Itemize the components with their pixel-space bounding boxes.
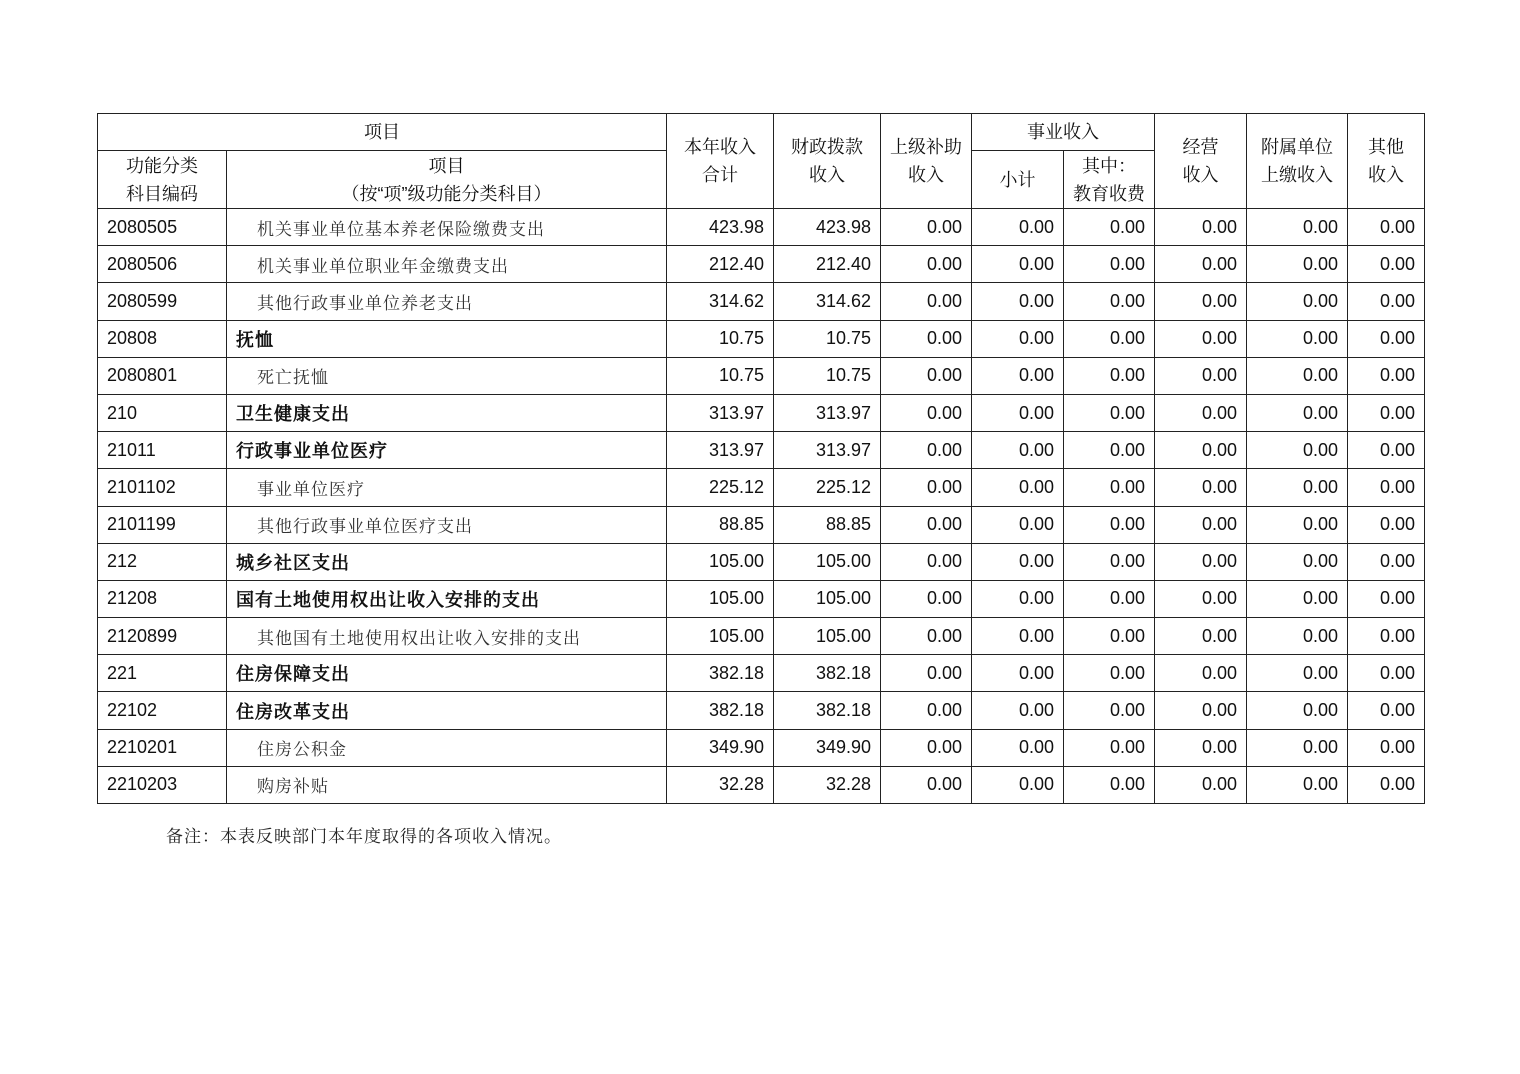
table-row [98,320,1425,357]
income-table [97,113,1425,804]
row-code: 2080505 [98,209,227,246]
row-value: 0.00 [1247,766,1348,803]
row-name: 住房公积金 [227,729,667,766]
row-value: 0.00 [1348,729,1425,766]
row-code: 2210203 [98,766,227,803]
row-value: 10.75 [774,320,881,357]
row-value: 0.00 [972,246,1064,283]
table-row [98,394,1425,431]
row-value: 0.00 [1247,432,1348,469]
row-value: 225.12 [667,469,774,506]
header-affiliated: 附属单位 上缴收入 [1247,114,1348,209]
row-value: 0.00 [881,320,972,357]
table-row [98,209,1425,246]
row-code: 20808 [98,320,227,357]
row-value: 105.00 [774,580,881,617]
table-row [98,543,1425,580]
row-value: 349.90 [667,729,774,766]
row-value: 0.00 [1155,469,1247,506]
row-value: 0.00 [1348,766,1425,803]
row-value: 0.00 [972,580,1064,617]
row-value: 0.00 [1064,506,1155,543]
row-value: 212.40 [667,246,774,283]
header-project: 项目 [98,114,667,151]
row-value: 0.00 [1155,543,1247,580]
row-value: 0.00 [1155,618,1247,655]
header-upper-subsidy: 上级补助 收入 [881,114,972,209]
row-name: 其他行政事业单位医疗支出 [227,506,667,543]
row-value: 0.00 [1247,580,1348,617]
row-value: 105.00 [774,618,881,655]
table-row [98,357,1425,394]
row-value: 0.00 [1247,209,1348,246]
row-value: 0.00 [972,655,1064,692]
row-name: 事业单位医疗 [227,469,667,506]
row-code: 21011 [98,432,227,469]
row-value: 0.00 [881,692,972,729]
table-row [98,729,1425,766]
row-value: 0.00 [1064,580,1155,617]
row-code: 210 [98,394,227,431]
header-operating: 经营 收入 [1155,114,1247,209]
row-value: 0.00 [881,506,972,543]
row-value: 0.00 [1348,469,1425,506]
row-value: 0.00 [972,729,1064,766]
row-value: 0.00 [972,692,1064,729]
row-value: 0.00 [881,729,972,766]
row-value: 0.00 [972,618,1064,655]
row-value: 0.00 [881,246,972,283]
row-value: 0.00 [1348,246,1425,283]
row-value: 0.00 [881,283,972,320]
row-code: 2080599 [98,283,227,320]
row-value: 349.90 [774,729,881,766]
row-value: 0.00 [1348,283,1425,320]
row-value: 0.00 [1348,320,1425,357]
row-value: 0.00 [1155,766,1247,803]
row-value: 0.00 [1247,394,1348,431]
table-row [98,692,1425,729]
row-value: 0.00 [1247,469,1348,506]
table-note: 备注：本表反映部门本年度取得的各项收入情况。 [166,827,562,847]
row-name: 其他行政事业单位养老支出 [227,283,667,320]
table-row [98,766,1425,803]
row-value: 88.85 [774,506,881,543]
row-code: 2210201 [98,729,227,766]
row-value: 313.97 [667,432,774,469]
row-value: 0.00 [1064,655,1155,692]
row-name: 住房保障支出 [227,655,667,692]
row-value: 0.00 [1155,580,1247,617]
row-name: 城乡社区支出 [227,543,667,580]
row-value: 0.00 [881,618,972,655]
row-code: 212 [98,543,227,580]
row-value: 105.00 [774,543,881,580]
header-subtotal: 小计 [972,151,1064,209]
row-value: 0.00 [1155,246,1247,283]
row-name: 机关事业单位职业年金缴费支出 [227,246,667,283]
row-value: 0.00 [1155,283,1247,320]
row-value: 0.00 [972,320,1064,357]
row-code: 2101199 [98,506,227,543]
row-code: 221 [98,655,227,692]
row-value: 0.00 [972,766,1064,803]
row-value: 0.00 [1348,506,1425,543]
row-value: 225.12 [774,469,881,506]
row-value: 0.00 [1155,357,1247,394]
row-code: 2101102 [98,469,227,506]
row-value: 0.00 [1155,320,1247,357]
row-value: 10.75 [667,320,774,357]
row-value: 382.18 [667,655,774,692]
row-name: 购房补贴 [227,766,667,803]
row-value: 0.00 [1348,655,1425,692]
row-value: 0.00 [972,543,1064,580]
row-value: 0.00 [881,655,972,692]
row-value: 0.00 [1348,543,1425,580]
row-value: 32.28 [774,766,881,803]
row-value: 105.00 [667,618,774,655]
row-value: 0.00 [1247,618,1348,655]
row-value: 0.00 [1064,618,1155,655]
row-value: 0.00 [1348,432,1425,469]
header-total: 本年收入 合计 [667,114,774,209]
row-value: 0.00 [1247,283,1348,320]
row-code: 21208 [98,580,227,617]
row-value: 0.00 [881,580,972,617]
row-value: 0.00 [972,394,1064,431]
row-value: 382.18 [667,692,774,729]
row-name: 卫生健康支出 [227,394,667,431]
table-row [98,432,1425,469]
row-value: 423.98 [667,209,774,246]
row-value: 0.00 [972,506,1064,543]
header-career-income: 事业收入 [972,114,1155,151]
row-code: 2080506 [98,246,227,283]
row-name: 抚恤 [227,320,667,357]
row-name: 住房改革支出 [227,692,667,729]
row-value: 0.00 [972,209,1064,246]
row-value: 0.00 [1247,692,1348,729]
row-value: 0.00 [1064,469,1155,506]
row-name: 其他国有土地使用权出让收入安排的支出 [227,618,667,655]
table-row [98,469,1425,506]
row-value: 88.85 [667,506,774,543]
row-value: 0.00 [881,543,972,580]
row-value: 0.00 [1348,394,1425,431]
row-name: 死亡抚恤 [227,357,667,394]
table-row [98,655,1425,692]
table-row [98,580,1425,617]
row-value: 382.18 [774,655,881,692]
header-other: 其他 收入 [1348,114,1425,209]
row-value: 0.00 [881,469,972,506]
row-value: 0.00 [1064,692,1155,729]
header-edu-fee: 其中： 教育收费 [1064,151,1155,209]
row-value: 32.28 [667,766,774,803]
row-value: 0.00 [1064,766,1155,803]
row-value: 313.97 [774,394,881,431]
row-value: 0.00 [881,209,972,246]
row-value: 105.00 [667,543,774,580]
row-value: 0.00 [1247,543,1348,580]
row-value: 0.00 [1348,209,1425,246]
row-name: 国有土地使用权出让收入安排的支出 [227,580,667,617]
row-code: 22102 [98,692,227,729]
row-value: 0.00 [1247,357,1348,394]
row-value: 0.00 [1064,246,1155,283]
row-value: 314.62 [667,283,774,320]
row-value: 0.00 [881,432,972,469]
row-code: 2080801 [98,357,227,394]
row-value: 0.00 [1155,209,1247,246]
row-value: 423.98 [774,209,881,246]
row-value: 0.00 [972,357,1064,394]
row-value: 314.62 [774,283,881,320]
row-value: 0.00 [1155,506,1247,543]
row-value: 0.00 [1247,320,1348,357]
row-value: 0.00 [1247,506,1348,543]
row-value: 0.00 [1064,729,1155,766]
row-value: 0.00 [881,766,972,803]
row-value: 0.00 [1064,394,1155,431]
row-value: 0.00 [1155,432,1247,469]
row-name: 行政事业单位医疗 [227,432,667,469]
header-code: 功能分类 科目编码 [98,151,227,209]
table-row [98,283,1425,320]
row-value: 0.00 [1064,283,1155,320]
row-value: 313.97 [667,394,774,431]
row-value: 313.97 [774,432,881,469]
row-value: 382.18 [774,692,881,729]
row-value: 10.75 [774,357,881,394]
row-value: 0.00 [1155,729,1247,766]
row-value: 0.00 [1064,357,1155,394]
row-value: 105.00 [667,580,774,617]
row-value: 0.00 [1064,543,1155,580]
row-value: 0.00 [1155,692,1247,729]
row-code: 2120899 [98,618,227,655]
row-value: 0.00 [1247,655,1348,692]
row-value: 0.00 [1155,394,1247,431]
row-value: 0.00 [1348,618,1425,655]
row-value: 0.00 [1247,729,1348,766]
row-value: 0.00 [972,283,1064,320]
table-row [98,618,1425,655]
row-value: 0.00 [881,394,972,431]
row-value: 0.00 [1348,692,1425,729]
row-value: 0.00 [1064,320,1155,357]
header-fiscal: 财政拨款 收入 [774,114,881,209]
table-body [98,209,1425,804]
row-value: 0.00 [1064,209,1155,246]
row-name: 机关事业单位基本养老保险缴费支出 [227,209,667,246]
header-name: 项目 （按“项”级功能分类科目） [227,151,667,209]
row-value: 0.00 [972,432,1064,469]
table-row [98,246,1425,283]
row-value: 0.00 [1247,246,1348,283]
row-value: 0.00 [1348,580,1425,617]
row-value: 0.00 [1064,432,1155,469]
row-value: 0.00 [881,357,972,394]
table-row [98,506,1425,543]
row-value: 0.00 [1348,357,1425,394]
row-value: 0.00 [972,469,1064,506]
row-value: 10.75 [667,357,774,394]
row-value: 212.40 [774,246,881,283]
row-value: 0.00 [1155,655,1247,692]
